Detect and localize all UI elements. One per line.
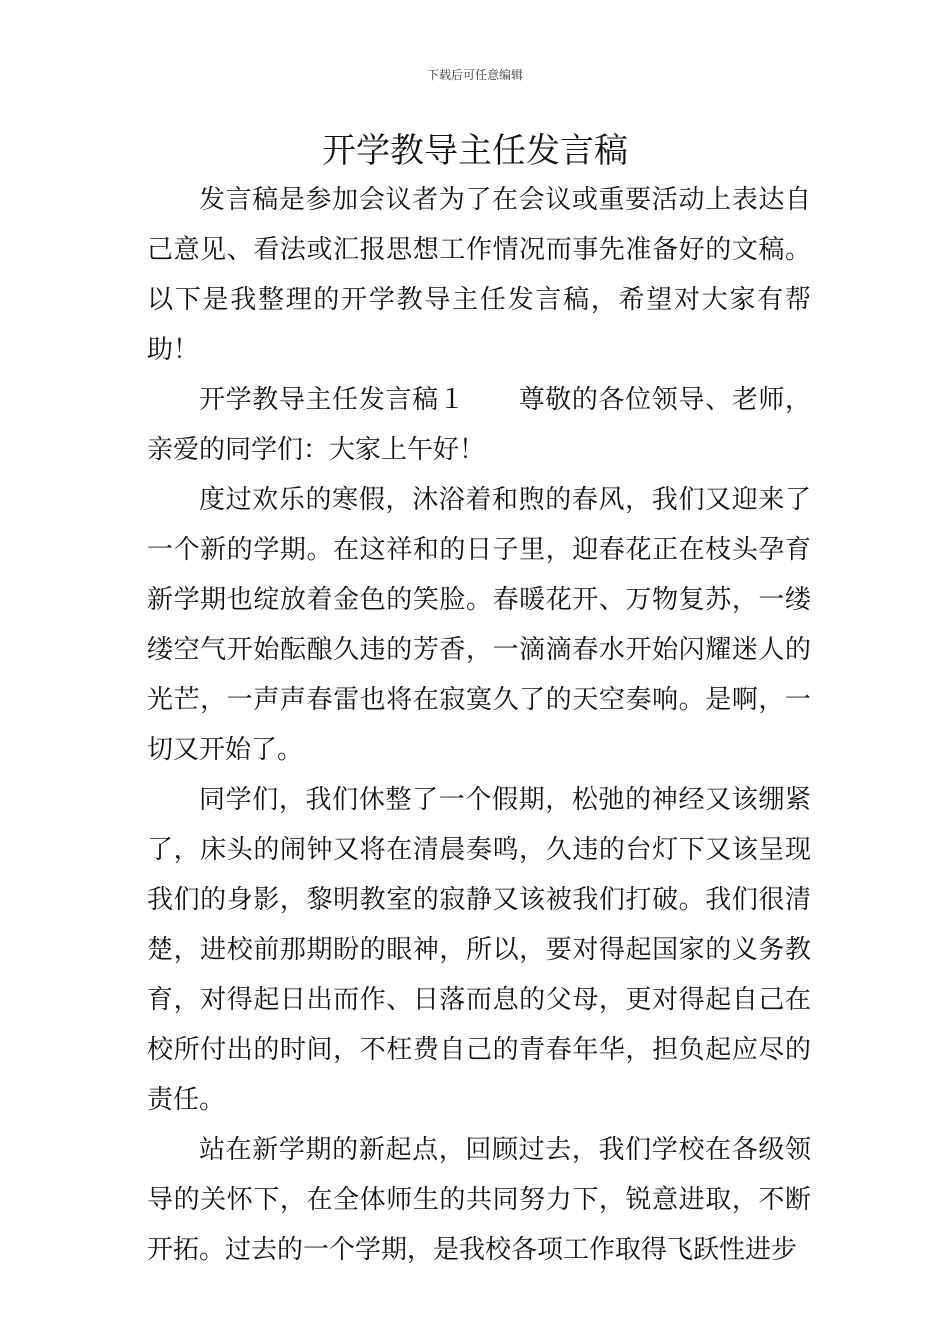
speech-heading-paragraph: 开学教导主任发言稿１ 尊敬的各位领导、老师，亲爱的同学们：大家上午好！	[147, 385, 811, 465]
intro-paragraph: 发言稿是参加会议者为了在会议或重要活动上表达自己意见、看法或汇报思想工作情况而事先准备好的文稿。以下是我整理的开学教导主任发言稿，希望对大家有帮助！	[147, 185, 811, 365]
document-body	[147, 175, 811, 1275]
document-title: 开学教导主任发言稿	[322, 131, 628, 171]
body-paragraph-3: 站在新学期的新起点，回顾过去，我们学校在各级领导的关怀下，在全体师生的共同努力下，锐意进取，不断开拓。过去的一个学期，是我校各项工作取得飞跃性进步	[147, 1135, 811, 1265]
body-paragraph-1: 度过欢乐的寒假，沐浴着和煦的春风，我们又迎来了一个新的学期。在这祥和的日子里，迎春花正在枝头孕育新学期也绽放着金色的笑脸。春暖花开、万物复苏，一缕缕空气开始酝酿久违的芳香，一滴滴春水开始闪耀迷人的光芒，一声声春雷也将在寂寞久了的天空奏响。是啊，一切又开始了。	[147, 485, 811, 765]
body-paragraph-2: 同学们，我们休整了一个假期，松弛的神经又该绷紧了，床头的闹钟又将在清晨奏鸣，久违的台灯下又该呈现我们的身影，黎明教室的寂静又该被我们打破。我们很清楚，进校前那期盼的眼神，所以，要对得起国家的义务教育，对得起日出而作、日落而息的父母，更对得起自己在校所付出的时间，不枉费自己的青春年华，担负起应尽的责任。	[147, 785, 811, 1115]
header-note: 下载后可任意编辑	[426, 68, 523, 82]
